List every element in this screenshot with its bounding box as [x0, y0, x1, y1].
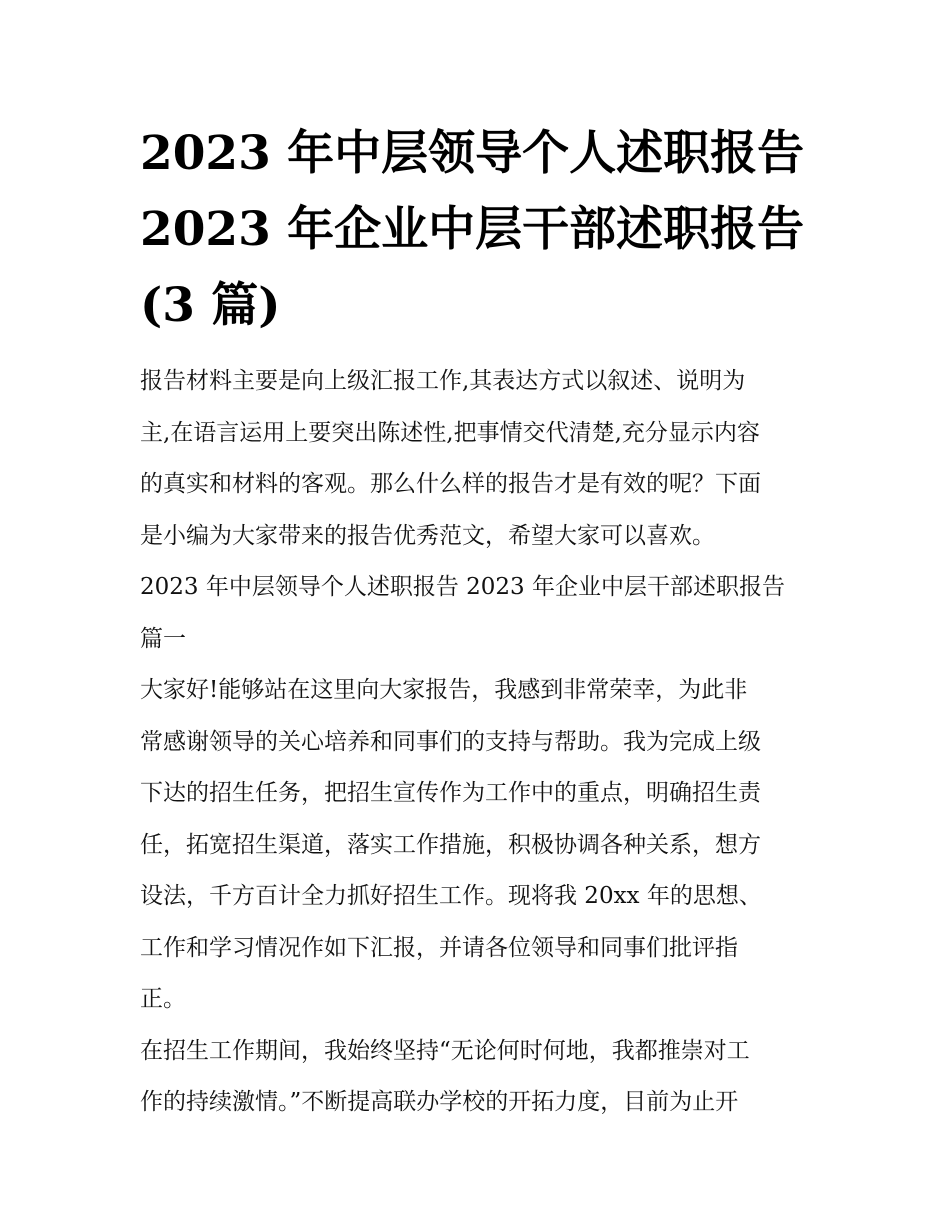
text-line: 报告材料主要是向上级汇报工作,其表达方式以叙述、说明为: [140, 368, 746, 394]
text-line: 2023 年中层领导个人述职报告 2023 年企业中层干部述职报告: [140, 574, 785, 600]
title-line: 2023 年中层领导个人述职报告: [140, 126, 805, 181]
text-line: 设法，千方百计全力抓好招生工作。现将我 20xx 年的思想、: [140, 883, 762, 909]
text-line: 任，拓宽招生渠道，落实工作措施，积极协调各种关系，想方: [140, 831, 761, 858]
paragraph-greeting: [140, 665, 820, 1026]
text-line: 在招生工作期间，我始终坚持“无论何时何地，我都推崇对工: [140, 1037, 750, 1064]
paragraph-section-heading: [140, 562, 820, 665]
text-line: 工作和学习情况作如下汇报，并请各位领导和同事们批评指: [140, 934, 738, 961]
text-line: 主,在语言运用上要突出陈述性,把事情交代清楚,充分显示内容: [140, 419, 760, 446]
title-line: 2023 年企业中层干部述职报告: [140, 202, 805, 257]
title-line: (3 篇): [140, 278, 281, 333]
text-line: 正。: [140, 986, 186, 1012]
text-line: 的真实和材料的客观。那么什么样的报告才是有效的呢？下面: [140, 471, 761, 497]
text-line: 篇一: [140, 625, 186, 652]
document-body: [140, 356, 820, 1129]
text-line: 大家好!能够站在这里向大家报告，我感到非常荣幸，为此非: [140, 677, 748, 703]
text-line: 作的持续激情。”不断提高联办学校的开拓力度，目前为止开: [140, 1089, 739, 1115]
document-title: [140, 116, 820, 344]
text-line: 下达的招生任务，把招生宣传作为工作中的重点，明确招生责: [140, 780, 761, 806]
text-line: 是小编为大家带来的报告优秀范文，希望大家可以喜欢。: [140, 522, 715, 549]
paragraph-intro: [140, 356, 820, 562]
paragraph-enrollment: [140, 1026, 820, 1129]
text-line: 常感谢领导的关心培养和同事们的支持与帮助。我为完成上级: [140, 728, 761, 755]
